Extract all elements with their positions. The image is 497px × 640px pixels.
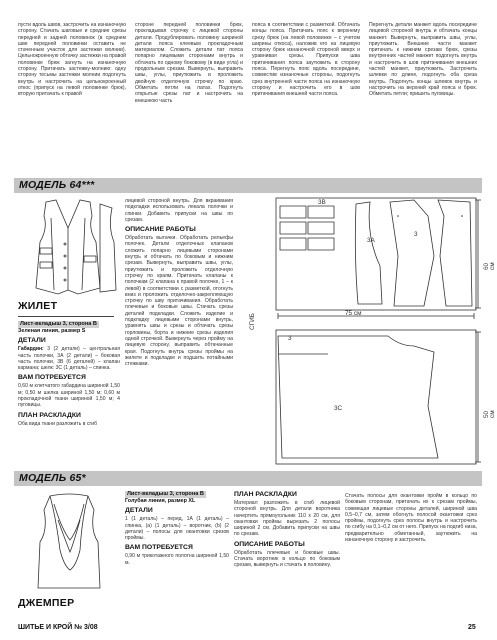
pattern-sheet-label-65: Лист-вкладыш 3, сторона В — [127, 491, 204, 497]
model-65-band: МОДЕЛЬ 65* — [14, 471, 482, 486]
title-rule — [18, 316, 114, 317]
model-64-band: МОДЕЛЬ 64*** — [14, 178, 482, 193]
pattern-line-label: Зеленая линия, размер S — [18, 328, 86, 334]
piece-label-3a: 3А — [367, 237, 375, 244]
details-text-65: 1 (1 деталь) – перед, 1А (1 деталь) – спинка, (a) (1 деталь) – воротник, (b) (2 детали) – полосы для окантовки срезов проймы. — [125, 516, 229, 542]
details-fabric-label: Габардин: — [18, 346, 44, 353]
model-64-left-col — [18, 321, 120, 427]
model-64-mid-col — [125, 198, 233, 367]
pattern-line-label-65: Голубая линия, размер XL — [125, 498, 196, 504]
plan-text-65: Материал разложить в сгиб лицевой стороной внутрь. Для детали воротника начертить прямоугольник 110 х 20 см, для окантовки проймы вырезать 2 полосы шириной 2 см. Добавить припуски на швы по срезам. — [234, 500, 340, 538]
model-65-col4: Стачать полосы для окантовки пройм в кольцо по боковым сторонам, притачать их к срезам проймы, совмещая лицевые стороны деталей, шириной шва 0,5–0,7 см, затем обогнуть полосой окантовки срез проймы, подогнуть срез полосы внутрь и настрочить по сгибу на 0,1–0,2 см от него. Припуск на подгиб низа, предварительно обметанный, заутюжить на изнаночную сторону и застрочить. — [345, 493, 477, 544]
piece-label-3-lower: 3 — [288, 335, 292, 342]
model-64-title: ЖИЛЕТ — [18, 300, 58, 312]
work-heading-65: ОПИСАНИЕ РАБОТЫ — [234, 540, 305, 548]
jumper-illustration — [20, 490, 118, 594]
width-dimension: 75 см — [345, 310, 362, 317]
need-text-65: 0,90 м трикотажного полотна шириной 1,50 м. — [125, 553, 229, 566]
plan-heading-65: ПЛАН РАСКЛАДКИ — [234, 491, 297, 498]
footer-magazine-name: ШИТЬЕ И КРОЙ № 3/08 — [18, 624, 98, 631]
plan-continued-text: лицевой стороной внутрь. Для вкраивания подкладки использовать лекала полочки и спинки. Добавить припуски на швы по срезам. — [125, 198, 233, 223]
need-heading-65: ВАМ ПОТРЕБУЕТСЯ — [125, 544, 193, 552]
pattern-sheet-label: Лист-вкладыш 3, сторона В — [20, 321, 97, 327]
piece-label-3c: 3С — [334, 405, 343, 412]
piece-label-3b: 3В — [318, 199, 326, 206]
need-heading: ВАМ ПОТРЕБУЕТСЯ — [18, 374, 86, 382]
height-dimension-top: 60 см — [483, 262, 497, 270]
work-heading: ОПИСАНИЕ РАБОТЫ — [125, 226, 196, 234]
work-text-65: Обработать плечевые и боковые швы. Стачать воротник в кольцо по боковым срезам, вывернуть и стачать в половину. — [234, 549, 340, 569]
need-text: 0,60 м клетчатого габардина шириной 1,50 м; 0,50 м шелка шириной 1,50 м; 0,60 м прокладочной ткани шириной 1,50 м; 4 пуговицы. — [18, 383, 120, 409]
top-text-col1: пусти вдоль швов, застрочить на изнаночную сторону. Стачать шаговые и средние срезы передней и задней половинок (в среднем шве передней половинки оставить не стаченным участок для застежки молнии). Цельнокроенную обтачку застежки на правой половинке брюк загнуть на изнаночную сторону. Притачать застежку-молнию: одну сторону тесьмы застежки молнии подогнуть внутрь и настрочить на цельнокроенный откос (припуск на левой половинке брюк), вторую притачать к правой — [18, 22, 126, 98]
fold-label: СГИБ — [249, 313, 256, 330]
plan-heading: ПЛАН РАСКЛАДКИ — [18, 411, 81, 419]
height-dimension-bottom: 50 см — [483, 410, 497, 418]
top-text-col3: пояса в соответствии с разметкой. Обтачать концы пояса. Притачать пояс к верхнему срезу брюк (на левой половинке – с учетом ширины откоса), наложив его на лицевую сторону брюк изнаночной стороной вверх и уравнивая срезы. Припуски шва притачивания пояса заутюжить в сторону пояса. Перегнуть пояс вдоль посередине, совместив изнаночные стороны, подогнуть срез внутренней части пояса на изнаночную сторону и настрочить его в шов притачивания внешней части пояса. — [252, 22, 360, 98]
work-text: Обработать вытачки. Обработать рельефы полочек. Детали отделочных клапанов сложить попарно лицевыми сторонами внутрь и обтачать по боковым и нижним срезам. Вывернуть, выправить швы, углы, приутюжить и проложить отделочную строчку по краям. Притачать клапаны к полочкам (2 клапана к правой полочке, 1 – к левой) в соответствии с разметкой, отогнуть вниз и проложить отделочно-закрепляющую строчку по шву притачивания. Обработать плечевые и боковые швы. Стачать срезы деталей подкладки. Сложить изделие и подкладку лицевыми сторонами внутрь, уравнять швы и срезы и обтачать срезы горловины, борта и нижние срезы изделия одной строчкой. Вывернуть через пройму на лицевую сторону, выправить обтачанные края. Подогнуть внутрь срезы проймы на жилете и подкладке и подшить потайными стежками. — [125, 235, 233, 368]
piece-label-3: 3 — [414, 231, 418, 238]
model-65-title: ДЖЕМПЕР — [18, 597, 75, 609]
top-text-col4: Перегнуть детали манжет вдоль посередине лицевой стороной внутрь и обтачать концы манжет. Вывернуть, выправить швы, углы, приутюжить. Внешние части манжет притачать к нижним срезам брюк, срезы внутренних частей манжет подогнуть внутрь и настрочить в шов притачивания внешних частей манжет, приутюжить. Застрочить шлевки по длине, подогнуть оба среза внутрь. Подогнуть концы шлевок внутрь и настрочить на верхний край пояса и брюк. Обметать петли; пришить пуговицы. — [369, 22, 477, 98]
details-text: 3 (2 детали) – центральная часть полочки, 3А (2 детали) – боковая часть полочки, 3В (6 деталей) – клапан кармана; шелк: 3С (1 деталь) – спинка. — [18, 346, 120, 372]
plan-text: Оба вида ткани разложить в сгиб — [18, 420, 97, 427]
details-heading-65: ДЕТАЛИ — [125, 507, 153, 515]
top-text-col2: стороне передней половинки брюк, прокладывая строчку с лицевой стороны детали. Продублировать половину шириной детали пояса клеевым прокладочным материалом. Сложить детали пат пояса попарно лицевыми сторонами внутрь и обтачать по одному боковому (в виде угла) и продольным срезам. Вывернуть, выправить швы, углы, приутюжить и проложить двойную отделочную строчку по краю. Обметать петли на патах. Подогнуть открытые срезы пат и настрочить на внешнюю часть — [135, 22, 243, 104]
details-heading: ДЕТАЛИ — [18, 337, 46, 345]
footer-page-number: 25 — [468, 624, 476, 631]
model-65-col2 — [125, 491, 229, 566]
model-65-col3 — [234, 491, 340, 569]
vest-back-illustration — [98, 198, 118, 298]
cutting-layout-diagram — [238, 196, 483, 466]
